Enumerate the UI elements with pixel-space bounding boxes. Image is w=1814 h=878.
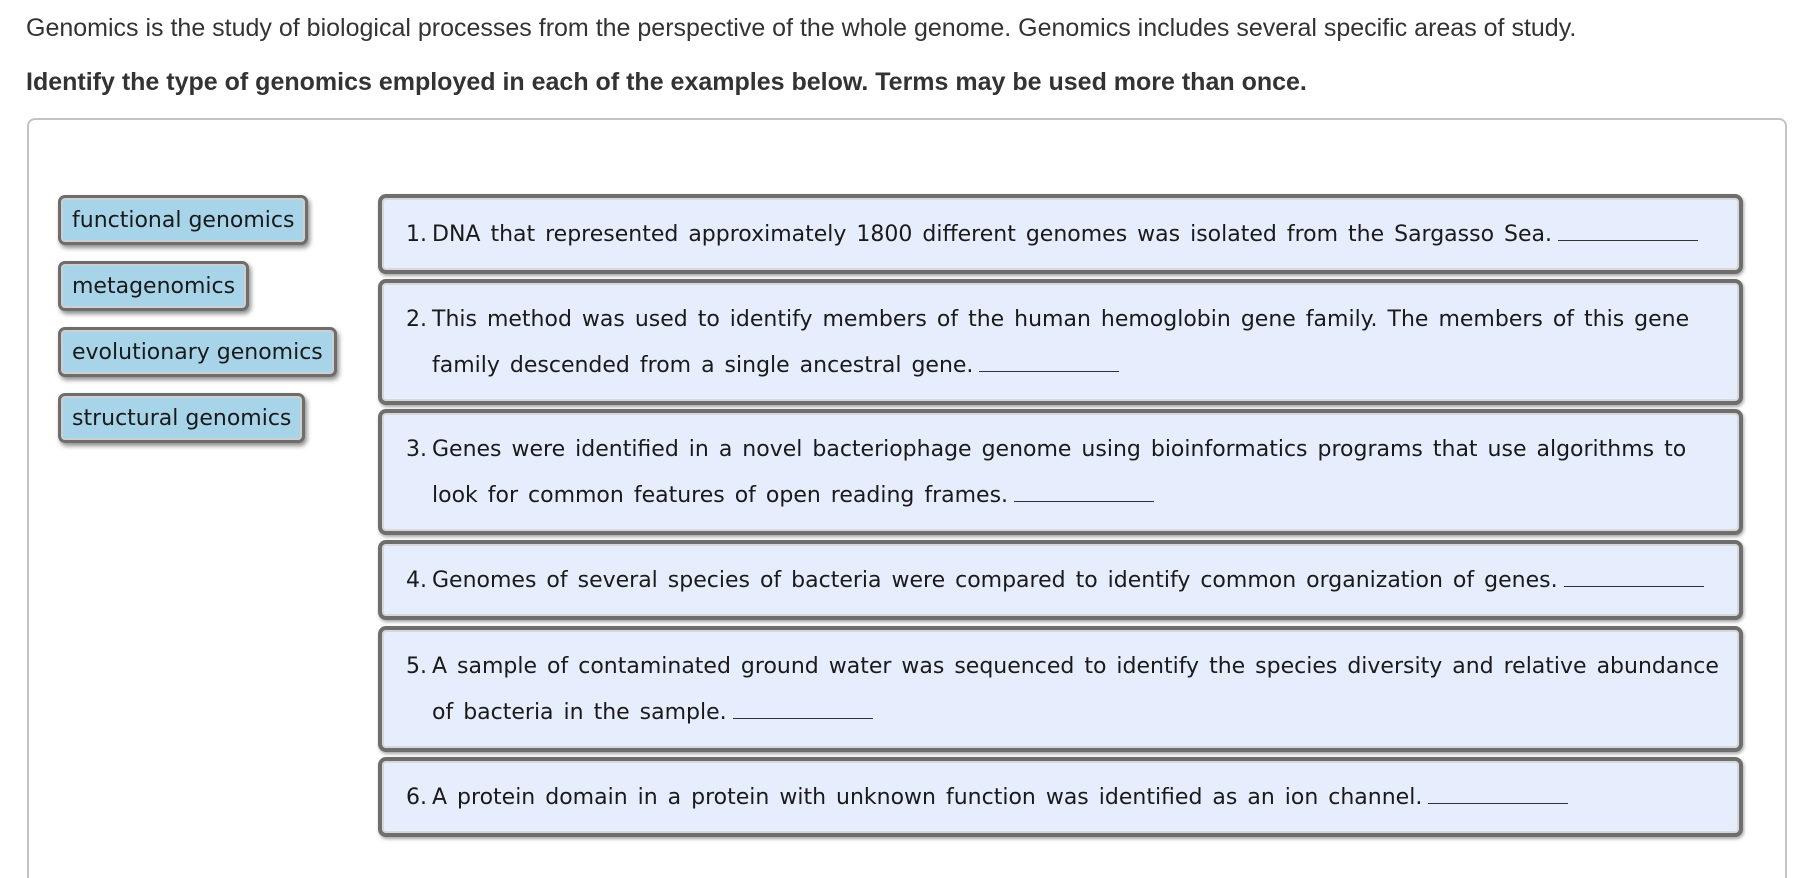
question-6 <box>378 757 1743 837</box>
question-number: 1. <box>406 222 427 247</box>
term-metagenomics[interactable]: metagenomics <box>58 261 249 311</box>
answer-drop-target-6[interactable] <box>1428 782 1568 804</box>
answer-drop-target-2[interactable] <box>979 350 1119 372</box>
question-number: 3. <box>406 437 427 462</box>
question-4 <box>378 540 1743 620</box>
term-evolutionary-genomics[interactable]: evolutionary genomics <box>58 327 337 377</box>
answer-drop-target-1[interactable] <box>1558 219 1698 241</box>
question-number: 2. <box>406 307 427 332</box>
question-text: This method was used to identify members of the human hemoglobin gene family. The members of this gene family descended from a single ancestral gene. <box>432 307 1690 378</box>
answer-drop-target-5[interactable] <box>733 697 873 719</box>
term-structural-genomics[interactable]: structural genomics <box>58 393 305 443</box>
question-number: 6. <box>406 785 427 810</box>
answer-drop-target-3[interactable] <box>1014 480 1154 502</box>
answer-drop-target-4[interactable] <box>1564 565 1704 587</box>
question-text: Genomes of several species of bacteria were compared to identify common organization of genes. <box>432 568 1558 593</box>
intro-text: Genomics is the study of biological processes from the perspective of the whole genome. Genomics includes several specific areas of study. <box>26 14 1577 42</box>
question-5 <box>378 626 1743 752</box>
question-3 <box>378 409 1743 535</box>
question-1 <box>378 194 1743 274</box>
question-number: 5. <box>406 654 427 679</box>
question-2 <box>378 279 1743 405</box>
question-number: 4. <box>406 568 427 593</box>
term-functional-genomics[interactable]: functional genomics <box>58 195 308 245</box>
question-text: A protein domain in a protein with unknown function was identified as an ion channel. <box>432 785 1423 810</box>
question-text: A sample of contaminated ground water was sequenced to identify the species diversity and relative abundance of bacteria in the sample. <box>432 654 1719 725</box>
question-text: DNA that represented approximately 1800 different genomes was isolated from the Sargasso Sea. <box>432 222 1553 247</box>
instruction-text: Identify the type of genomics employed in each of the examples below. Terms may be used more than once. <box>26 68 1307 96</box>
question-text: Genes were identified in a novel bacteriophage genome using bioinformatics programs that use algorithms to look for common features of open reading frames. <box>432 437 1687 508</box>
